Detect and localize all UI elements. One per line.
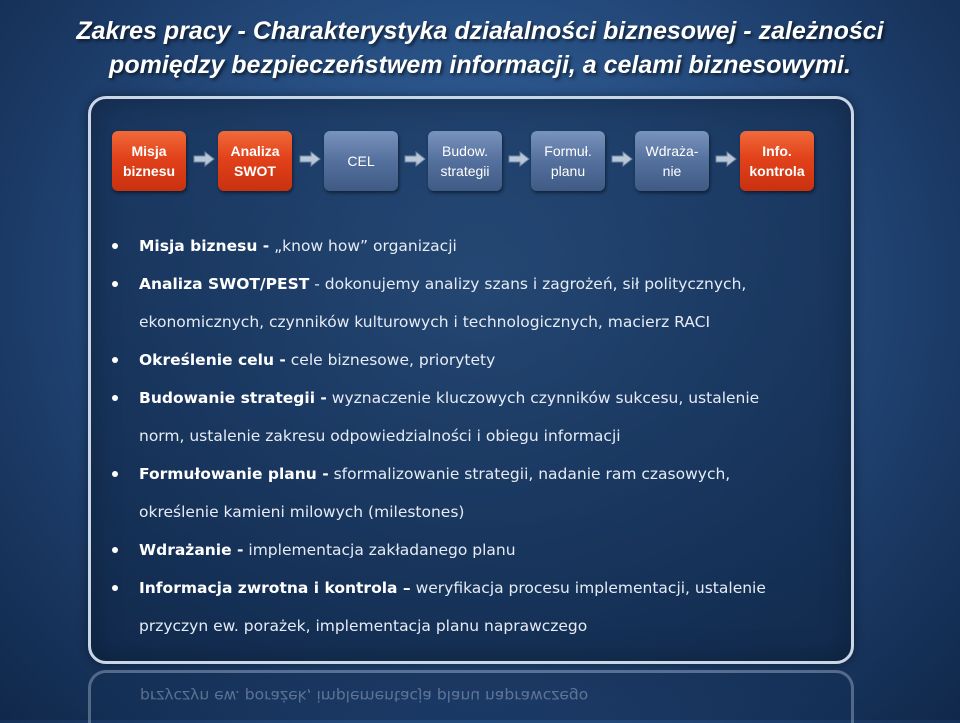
bullet-continuation — [112, 607, 832, 645]
bullet-heading: Informacja zwrotna i kontrola – — [139, 579, 411, 597]
bullet-item — [112, 265, 832, 303]
bullet-text: weryfikacja procesu implementacji, ustalenie — [410, 579, 766, 597]
bullet-text: cele biznesowe, priorytety — [285, 351, 496, 369]
bullet-heading: Misja biznesu - — [139, 237, 270, 255]
bullet-item — [112, 569, 832, 607]
arrow-right-icon — [508, 151, 530, 167]
bullet-heading: Formułowanie planu - — [139, 465, 329, 483]
bullet-dot-icon — [112, 281, 118, 287]
arrow-right-icon — [193, 151, 215, 167]
bullet-heading: Budowanie strategii - — [139, 389, 327, 407]
step-cel — [324, 131, 398, 191]
bullet-continuation — [112, 417, 832, 455]
bullet-text: ekonomicznych, czynników kulturowych i technologicznych, macierz RACI — [139, 313, 711, 331]
step-label: Info. kontrola — [749, 143, 805, 179]
bullet-text: norm, ustalenie zakresu odpowiedzialności i obiegu informacji — [139, 427, 621, 445]
bullet-text: określenie kamieni milowych (milestones) — [139, 503, 465, 521]
bullet-heading: Określenie celu - — [139, 351, 286, 369]
step-label: Formuł. planu — [544, 143, 592, 179]
step-label: Analiza SWOT — [230, 143, 280, 179]
step-label: CEL — [347, 153, 375, 169]
step-misja-biznesu — [112, 131, 186, 191]
bullet-item — [112, 227, 832, 265]
bullet-dot-icon — [112, 243, 118, 249]
bullet-item — [112, 341, 832, 379]
arrow-right-icon — [299, 151, 321, 167]
arrow-right-icon — [715, 151, 737, 167]
bullet-text: - dokonujemy analizy szans i zagrożeń, sił politycznych, — [309, 275, 747, 293]
bullet-item — [112, 531, 832, 569]
bullet-text: „know how” organizacji — [269, 237, 457, 255]
bullet-item — [112, 379, 832, 417]
bullet-dot-icon — [112, 547, 118, 553]
step-label: Budow. strategii — [440, 143, 490, 179]
bullet-text: sformalizowanie strategii, nadanie ram czasowych, — [328, 465, 731, 483]
bullet-dot-icon — [112, 357, 118, 363]
bullet-text: implementacja zakładanego planu — [243, 541, 516, 559]
bullet-heading: Analiza SWOT/PEST — [139, 275, 310, 293]
step-formulowanie-planu — [531, 131, 605, 191]
bullet-continuation — [112, 493, 832, 531]
bullet-dot-icon — [112, 471, 118, 477]
bullet-heading: Wdrażanie - — [139, 541, 244, 559]
process-steps — [0, 0, 960, 200]
panel-reflection — [88, 670, 854, 723]
bullet-dot-icon — [112, 395, 118, 401]
reflection-text: przyczyn ew. porażek, implementacja planu naprawczego — [140, 687, 589, 705]
bullet-continuation — [112, 303, 832, 341]
step-label: Misja biznesu — [122, 143, 176, 179]
bullet-dot-icon — [112, 585, 118, 591]
slide-title-line-2: pomiędzy bezpieczeństwem informacji, a celami biznesowymi. — [109, 51, 851, 79]
step-wdrazanie — [635, 131, 709, 191]
arrow-right-icon — [404, 151, 426, 167]
bullet-text: wyznaczenie kluczowych czynników sukcesu, ustalenie — [326, 389, 760, 407]
bullet-item — [112, 455, 832, 493]
step-budowanie-strategii — [428, 131, 502, 191]
slide-title-line-1: Zakres pracy - Charakterystyka działalności biznesowej - zależności — [76, 17, 884, 45]
step-info-kontrola — [740, 131, 814, 191]
step-label: Wdraża- nie — [645, 143, 699, 179]
arrow-right-icon — [611, 151, 633, 167]
bullet-text: przyczyn ew. porażek, implementacja planu naprawczego — [139, 617, 588, 635]
step-analiza-swot — [218, 131, 292, 191]
